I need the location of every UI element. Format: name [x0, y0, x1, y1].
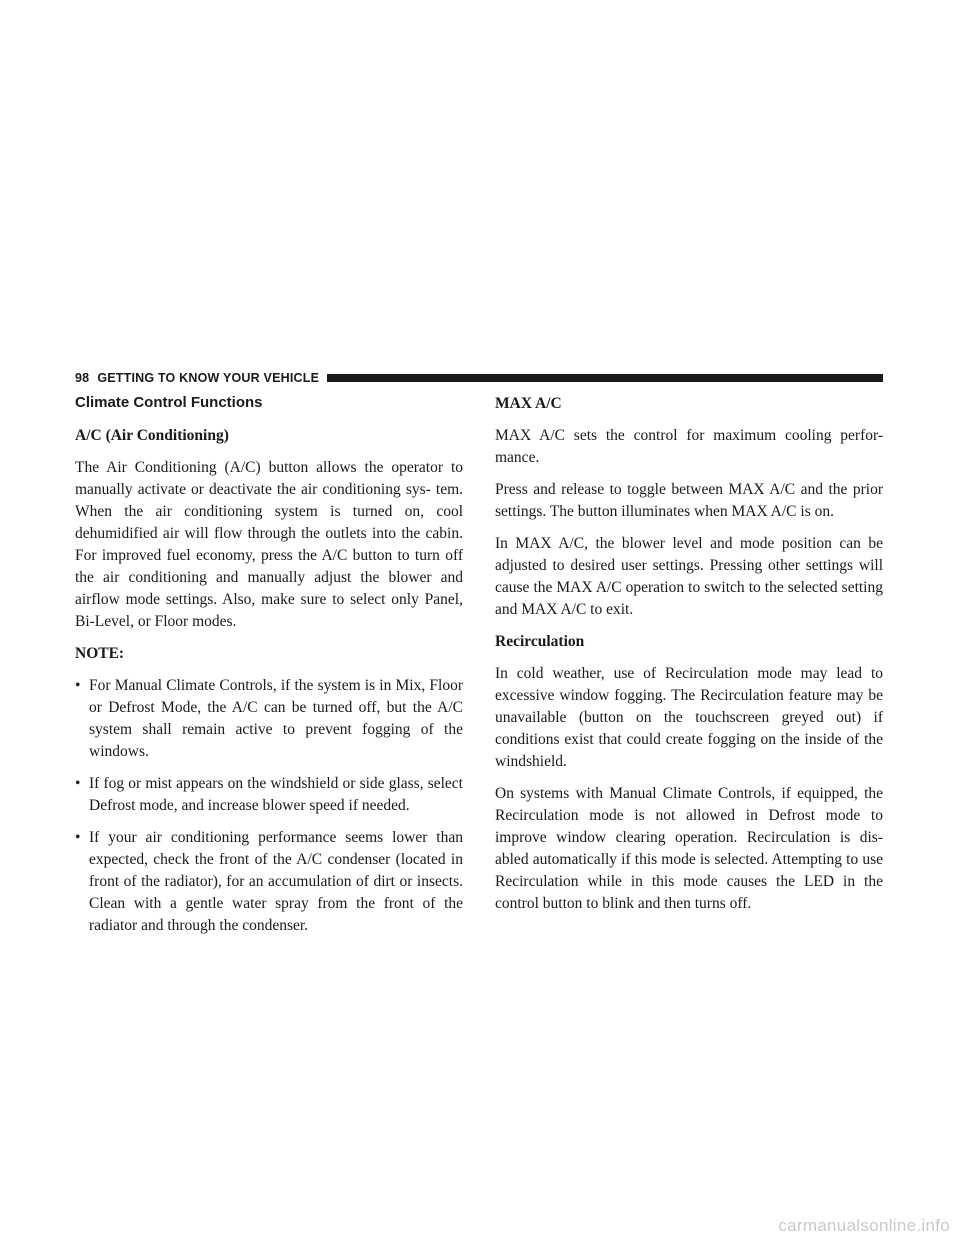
recirculation-paragraph-1: In cold weather, use of Recirculation mode may lead to excessive window fogging. The Recirculation feature may be unavailable (button on the touchscreen greyed out) if conditions exist that could create fogging on the inside of the windshield. [495, 665, 883, 770]
bullet-icon: • [75, 677, 81, 694]
header-rule [327, 374, 883, 382]
max-ac-paragraph-1: MAX A/C sets the control for maximum cooling perfor- mance. [495, 427, 883, 466]
watermark: carmanualsonline.info [778, 1216, 950, 1235]
list-item [75, 827, 463, 937]
max-ac-heading: MAX A/C [495, 395, 562, 412]
right-column [495, 393, 883, 925]
max-ac-paragraph-2: Press and release to toggle between MAX A/C and the prior settings. The button illuminates when MAX A/C is on. [495, 481, 883, 520]
list-item-text: For Manual Climate Controls, if the system is in Mix, Floor or Defrost Mode, the A/C can be turned off, but the A/C system shall remain active to prevent fogging of the windows. [89, 677, 463, 760]
page-header [75, 369, 883, 387]
bullet-icon: • [75, 775, 81, 792]
bullet-icon: • [75, 829, 81, 846]
list-item [75, 675, 463, 763]
list-item-text: If fog or mist appears on the windshield or side glass, select Defrost mode, and increase blower speed if needed. [89, 775, 463, 814]
note-label: NOTE: [75, 645, 125, 662]
section-title-header: GETTING TO KNOW YOUR VEHICLE [97, 371, 320, 385]
ac-heading: A/C (Air Conditioning) [75, 427, 229, 444]
max-ac-paragraph-3: In MAX A/C, the blower level and mode position can be adjusted to desired user settings. Pressing other settings will cause the MAX A/C operation to switch to the selected setting and MAX A/C to exit. [495, 535, 883, 618]
note-list [75, 675, 463, 937]
recirculation-paragraph-2: On systems with Manual Climate Controls, if equipped, the Recirculation mode is not allowed in Defrost mode to improve window clearing operation. Recirculation is dis- abled automatically if this mode is selected. Attempting to use Recirculation while in this mode causes the LED in the control button to blink and then turns off. [495, 785, 883, 912]
list-item [75, 773, 463, 817]
recirculation-heading: Recirculation [495, 633, 585, 650]
list-item-text: If your air conditioning performance seems lower than expected, check the front of the A/C condenser (located in front of the radiator), for an accumulation of dirt or insects. Clean with a gentle water spray from the front of the radiator and through the condenser. [89, 829, 463, 934]
left-column [75, 393, 463, 947]
page-number: 98 [75, 371, 90, 385]
page-title: Climate Control Functions [75, 394, 263, 411]
ac-paragraph: The Air Conditioning (A/C) button allows the operator to manually activate or deactivate the air conditioning sys- tem. When the air conditioning system is turned on, cool dehumidified air will flow through the outlets into the cabin. For improved fuel economy, press the A/C button to turn off the air conditioning and manually adjust the blower and airflow mode settings. Also, make sure to select only Panel, Bi-Level, or Floor modes. [75, 459, 463, 630]
